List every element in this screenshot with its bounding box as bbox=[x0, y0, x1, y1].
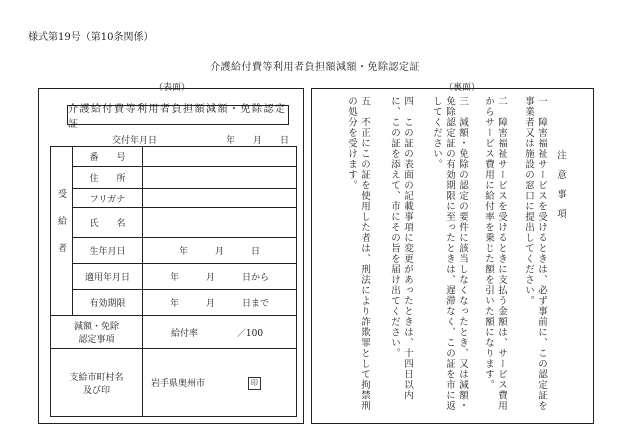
back-side-label: （裏面） bbox=[443, 83, 480, 93]
furigana-label: フリガナ bbox=[73, 189, 143, 208]
note-1-number: 一 bbox=[536, 96, 547, 107]
note-4-text: この証の表面の記載事項に変更があったときは、十四日以内に、この証を添えて、市にその旨を届け出てください。 bbox=[389, 96, 413, 401]
address-label: 住 所 bbox=[73, 167, 143, 189]
certificate-form-table bbox=[50, 146, 297, 417]
number-field[interactable] bbox=[143, 147, 297, 167]
note-3-number: 三 bbox=[457, 96, 468, 107]
benefit-rate-value[interactable]: ／100 bbox=[236, 328, 264, 339]
reduction-label-line1: 減額・免除 bbox=[73, 322, 119, 332]
certificate-inner-title: 介護給付費等利用者負担額減額・免除認定証 bbox=[67, 105, 289, 125]
front-side-label: （表面） bbox=[153, 83, 190, 93]
form-number: 様式第19号（第10条関係） bbox=[28, 32, 154, 43]
note-5 bbox=[343, 96, 371, 414]
reduction-label-line2: 認定事項 bbox=[78, 335, 115, 345]
apply-date-label: 適用年月日 bbox=[73, 264, 143, 290]
payer-value-cell bbox=[143, 349, 297, 417]
birth-date-value[interactable]: 年 月 日 bbox=[143, 238, 297, 264]
birth-date-label: 生年月日 bbox=[73, 238, 143, 264]
document-title: 介護給付費等利用者負担額減額・免除認定証 bbox=[210, 62, 420, 73]
address-field[interactable] bbox=[143, 167, 297, 189]
payer-label-cell bbox=[51, 349, 143, 417]
seal-stamp: 印 bbox=[248, 377, 261, 390]
furigana-field[interactable] bbox=[143, 189, 297, 208]
note-5-text: 不正にこの証を使用した者は、刑法により詐欺罪として拘禁刑の処分を受けます。 bbox=[346, 96, 370, 411]
payer-city: 岩手県奥州市 bbox=[151, 378, 206, 389]
benefit-rate-label: 給付率 bbox=[171, 328, 199, 339]
number-label: 番 号 bbox=[73, 147, 143, 167]
note-2-number: 二 bbox=[496, 96, 507, 107]
note-3 bbox=[427, 96, 469, 414]
issue-date-label: 交付年月日 bbox=[112, 136, 158, 146]
payer-label-line1: 支給市町村名 bbox=[69, 372, 124, 383]
valid-until-value[interactable]: 年 月 日まで bbox=[143, 290, 297, 316]
note-4 bbox=[386, 96, 414, 414]
notes-heading: 注意事項 bbox=[555, 150, 566, 228]
apply-date-value[interactable]: 年 月 日から bbox=[143, 264, 297, 290]
recipient-label: 受給者 bbox=[56, 189, 66, 270]
name-field[interactable] bbox=[143, 208, 297, 238]
note-2 bbox=[480, 96, 508, 414]
recipient-label-cell bbox=[51, 147, 73, 316]
note-5-number: 五 bbox=[359, 96, 370, 107]
note-3-text: 減額・免除の認定の要件に該当しなくなったとき、又は減額・免除認定証の有効期限に至ったときは、遅滞なく、この証を市に返してください。 bbox=[431, 96, 468, 411]
note-4-number: 四 bbox=[402, 96, 413, 107]
reduction-label-cell bbox=[51, 316, 143, 349]
note-1 bbox=[520, 96, 548, 414]
note-1-text: 障害福祉サービスを受けるときは、必ず事前に、この認定証を事業者又は施設の窓口に提出してください。 bbox=[523, 96, 547, 411]
reduction-value-cell bbox=[143, 316, 297, 349]
issue-date-value: 年 月 日 bbox=[226, 136, 290, 146]
payer-label-line2: 及び印 bbox=[82, 385, 110, 396]
valid-until-label: 有効期限 bbox=[73, 290, 143, 316]
name-label: 氏 名 bbox=[73, 208, 143, 238]
note-2-text: 障害福祉サービスを受けるときに支払う金額は、サービス費用からサービス費用に給付率を乗じた額を引いた額になります。 bbox=[483, 96, 507, 411]
